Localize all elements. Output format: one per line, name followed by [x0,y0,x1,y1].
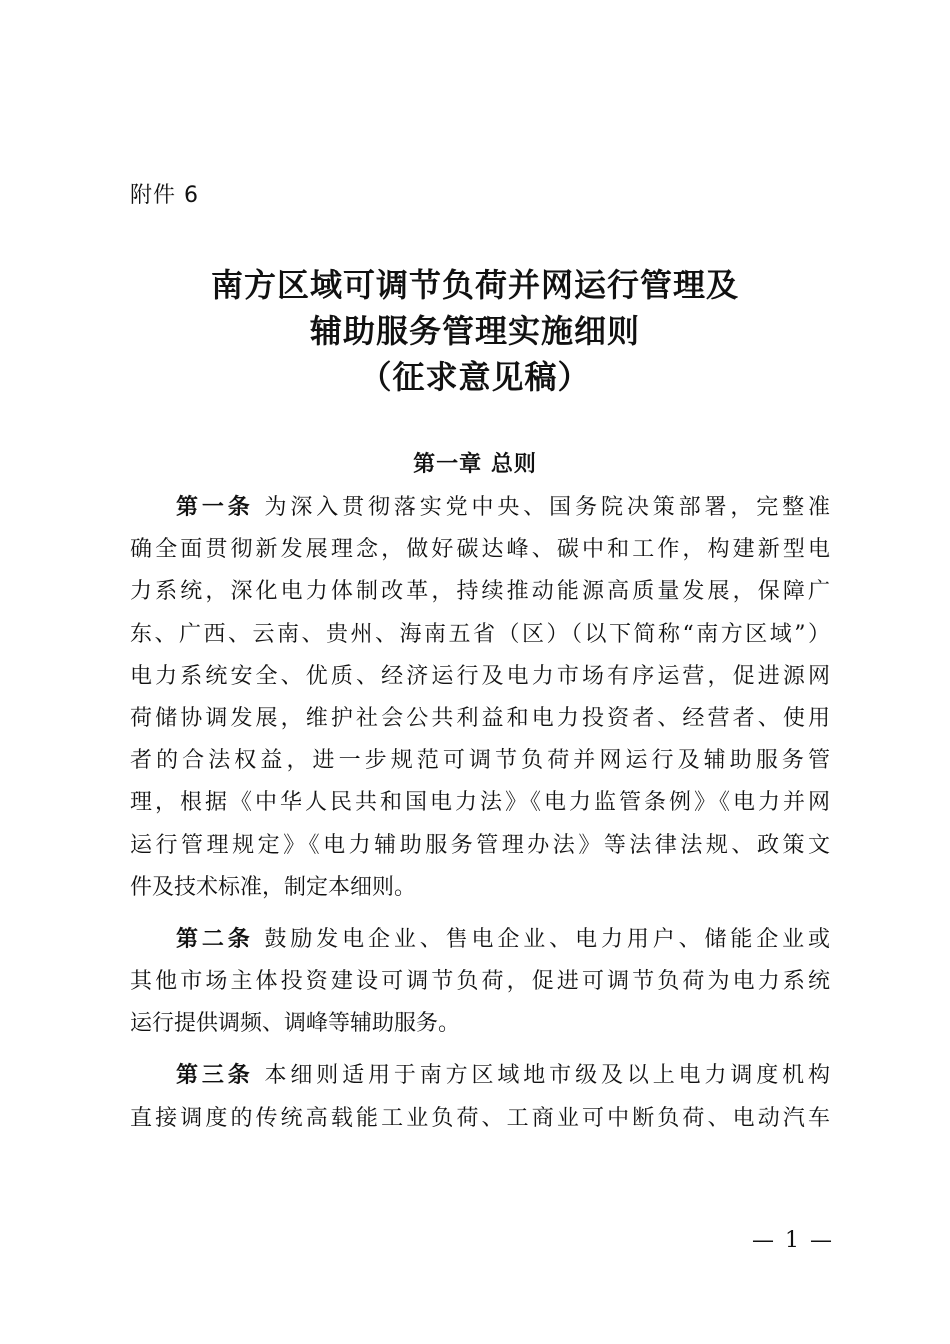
title-line-3: （征求意见稿） [359,358,591,396]
article-3-line-2: 直接调度的传统高载能工业负荷、工商业可中断负荷、电动汽车 [130,1105,830,1131]
article-1-line-8: 理，根据《中华人民共和国电力法》《电力监管条例》《电力并网 [130,790,830,816]
paragraph-gap [130,909,830,919]
document-title [0,262,950,400]
title-line-2: 辅助服务管理实施细则 [309,312,640,350]
article-1-line-3: 力系统，深化电力体制改革，持续推动能源高质量发展，保障广 [130,579,830,605]
article-1-line-9: 运行管理规定》《电力辅助服务管理办法》等法律法规、政策文 [130,832,830,858]
article-1-line-5: 电力系统安全、优质、经济运行及电力市场有序运营，促进源网 [130,663,830,689]
document-body [130,487,830,1140]
article-2-line-3: 运行提供调频、调峰等辅助服务。 [130,1011,461,1037]
article-1-line-6: 荷储协调发展，维护社会公共利益和电力投资者、经营者、使用 [130,705,830,731]
article-1-line-4: 东、广西、云南、贵州、海南五省（区）（以下简称“南方区域”） [130,621,830,647]
article-label: 第二条 [176,926,254,952]
page-number: — 1 — [752,1228,834,1253]
chapter-heading: 第一章 总则 [413,452,537,477]
attachment-label: 附件 6 [130,183,199,208]
article-text: 为深入贯彻落实党中央、国务院决策部署，完整准 [253,495,830,520]
article-3-line-1 [130,1055,830,1097]
title-line-1: 南方区域可调节负荷并网运行管理及 [210,266,739,304]
paragraph-gap [130,1045,830,1055]
article-1-line-1 [130,487,830,529]
article-1-line-2: 确全面贯彻新发展理念，做好碳达峰、碳中和工作，构建新型电 [130,537,830,563]
article-2-line-2: 其他市场主体投资建设可调节负荷，促进可调节负荷为电力系统 [130,969,830,995]
article-label: 第一条 [176,495,254,520]
article-1-line-7: 者的合法权益，进一步规范可调节负荷并网运行及辅助服务管 [130,748,830,774]
article-text: 本细则适用于南方区域地市级及以上电力调度机构 [253,1063,830,1089]
article-2-line-1 [130,919,830,961]
article-1-line-10: 件及技术标准，制定本细则。 [130,874,417,900]
article-label: 第三条 [176,1063,254,1089]
article-text: 鼓励发电企业、售电企业、电力用户、储能企业或 [253,926,830,952]
